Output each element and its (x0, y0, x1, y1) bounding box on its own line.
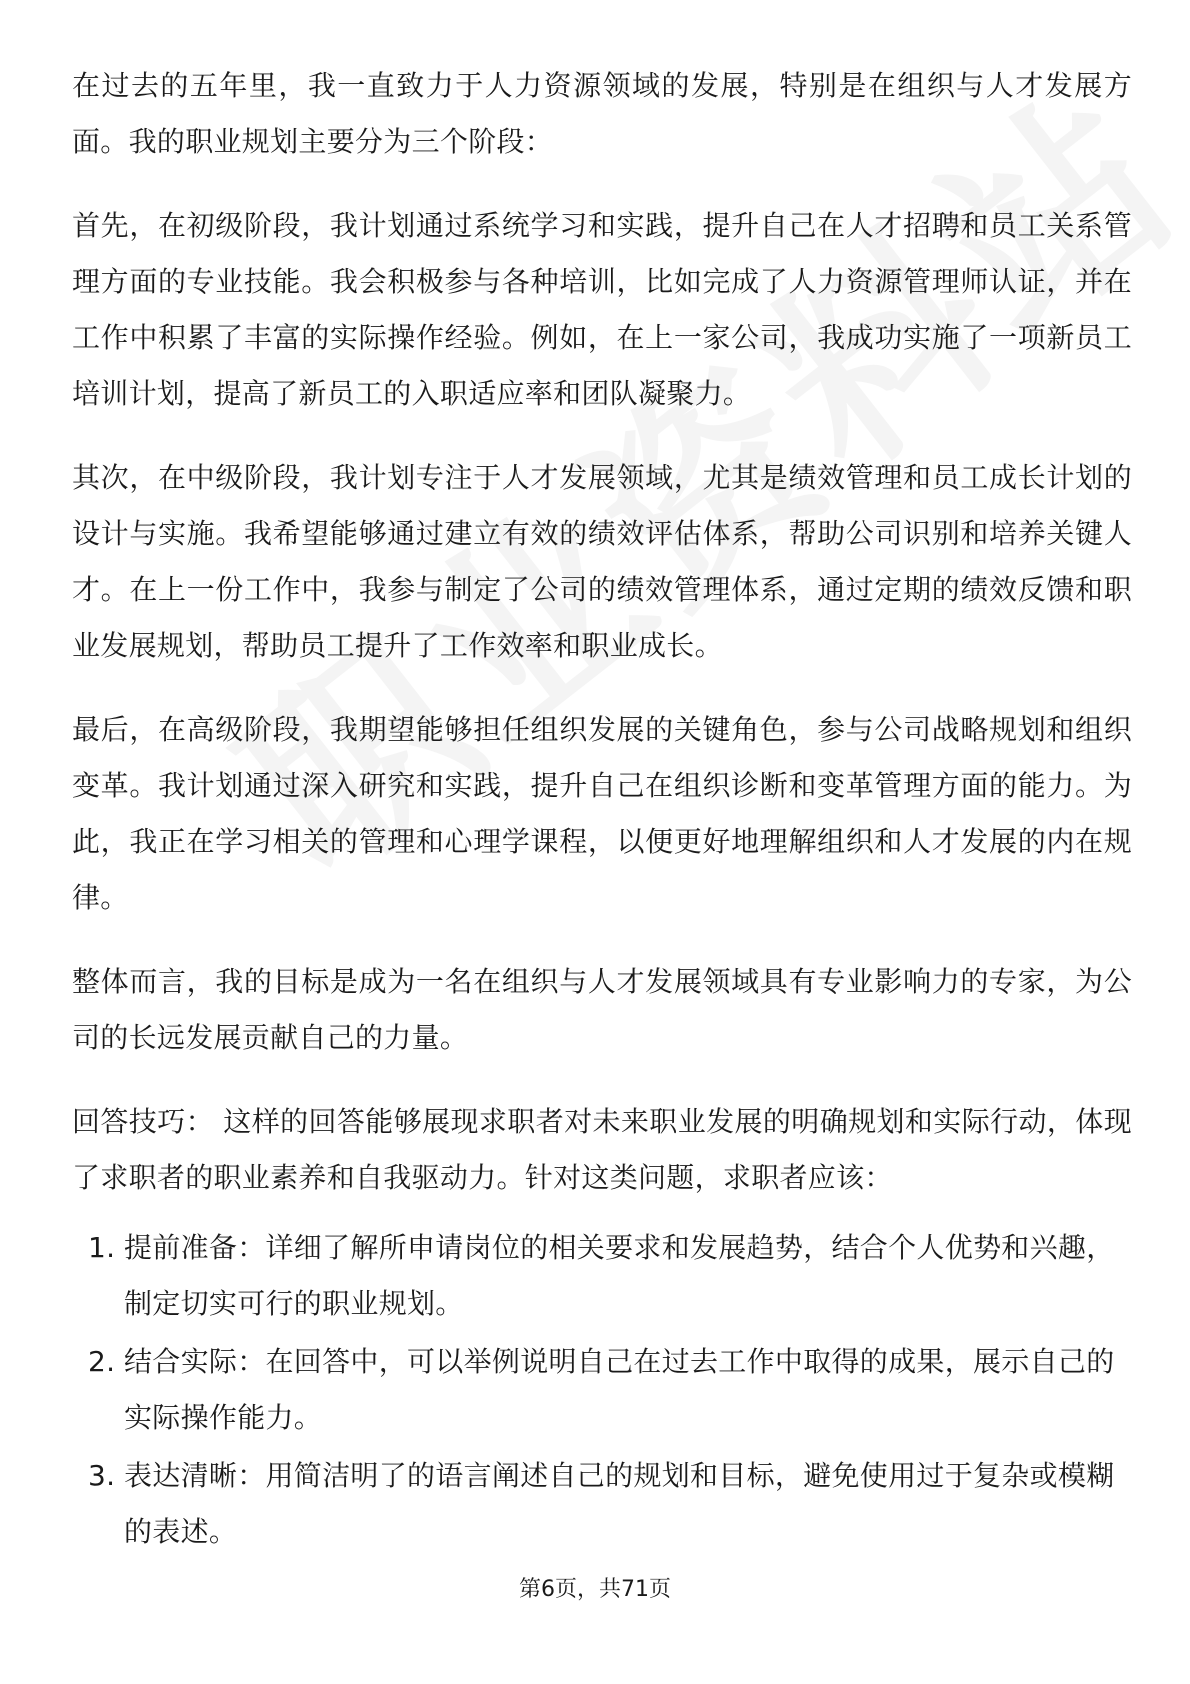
list-item-text: 表达清晰：用简洁明了的语言阐述自己的规划和目标，避免使用过于复杂或模糊的表述。 (124, 1459, 1115, 1548)
list-item (72, 1334, 1132, 1446)
tips-list (72, 1220, 1132, 1560)
list-item-number: 2. (88, 1345, 116, 1378)
paragraph-stage-3: 最后，在高级阶段，我期望能够担任组织发展的关键角色，参与公司战略规划和组织变革。我计划通过深入研究和实践，提升自己在组织诊断和变革管理方面的能力。为此，我正在学习相关的管理和心理学课程，以便更好地理解组织和人才发展的内在规律。 (72, 713, 1132, 914)
paragraph-stage-2: 其次，在中级阶段，我计划专注于人才发展领域，尤其是绩效管理和员工成长计划的设计与实施。我希望能够通过建立有效的绩效评估体系，帮助公司识别和培养关键人才。在上一份工作中，我参与制定了公司的绩效管理体系，通过定期的绩效反馈和职业发展规划，帮助员工提升了工作效率和职业成长。 (72, 461, 1132, 662)
list-item-number: 1. (88, 1231, 116, 1264)
document-body (72, 58, 1132, 1562)
list-item-number: 3. (88, 1459, 116, 1492)
list-item-text: 提前准备：详细了解所申请岗位的相关要求和发展趋势，结合个人优势和兴趣，制定切实可行的职业规划。 (124, 1231, 1115, 1320)
list-item (72, 1220, 1132, 1332)
paragraph-tips-intro: 回答技巧： 这样的回答能够展现求职者对未来职业发展的明确规划和实际行动，体现了求职者的职业素养和自我驱动力。针对这类问题，求职者应该： (72, 1105, 1132, 1194)
list-item (72, 1448, 1132, 1560)
list-item-text: 结合实际：在回答中，可以举例说明自己在过去工作中取得的成果，展示自己的实际操作能力。 (124, 1345, 1115, 1434)
page-number: 第6页，共71页 (519, 1577, 671, 1602)
paragraph-summary: 整体而言，我的目标是成为一名在组织与人才发展领域具有专业影响力的专家，为公司的长远发展贡献自己的力量。 (72, 965, 1132, 1054)
paragraph-intro: 在过去的五年里，我一直致力于人力资源领域的发展，特别是在组织与人才发展方面。我的职业规划主要分为三个阶段： (72, 69, 1132, 158)
paragraph-stage-1: 首先，在初级阶段，我计划通过系统学习和实践，提升自己在人才招聘和员工关系管理方面的专业技能。我会积极参与各种培训，比如完成了人力资源管理师认证，并在工作中积累了丰富的实际操作经验。例如，在上一家公司，我成功实施了一项新员工培训计划，提高了新员工的入职适应率和团队凝聚力。 (72, 209, 1132, 410)
